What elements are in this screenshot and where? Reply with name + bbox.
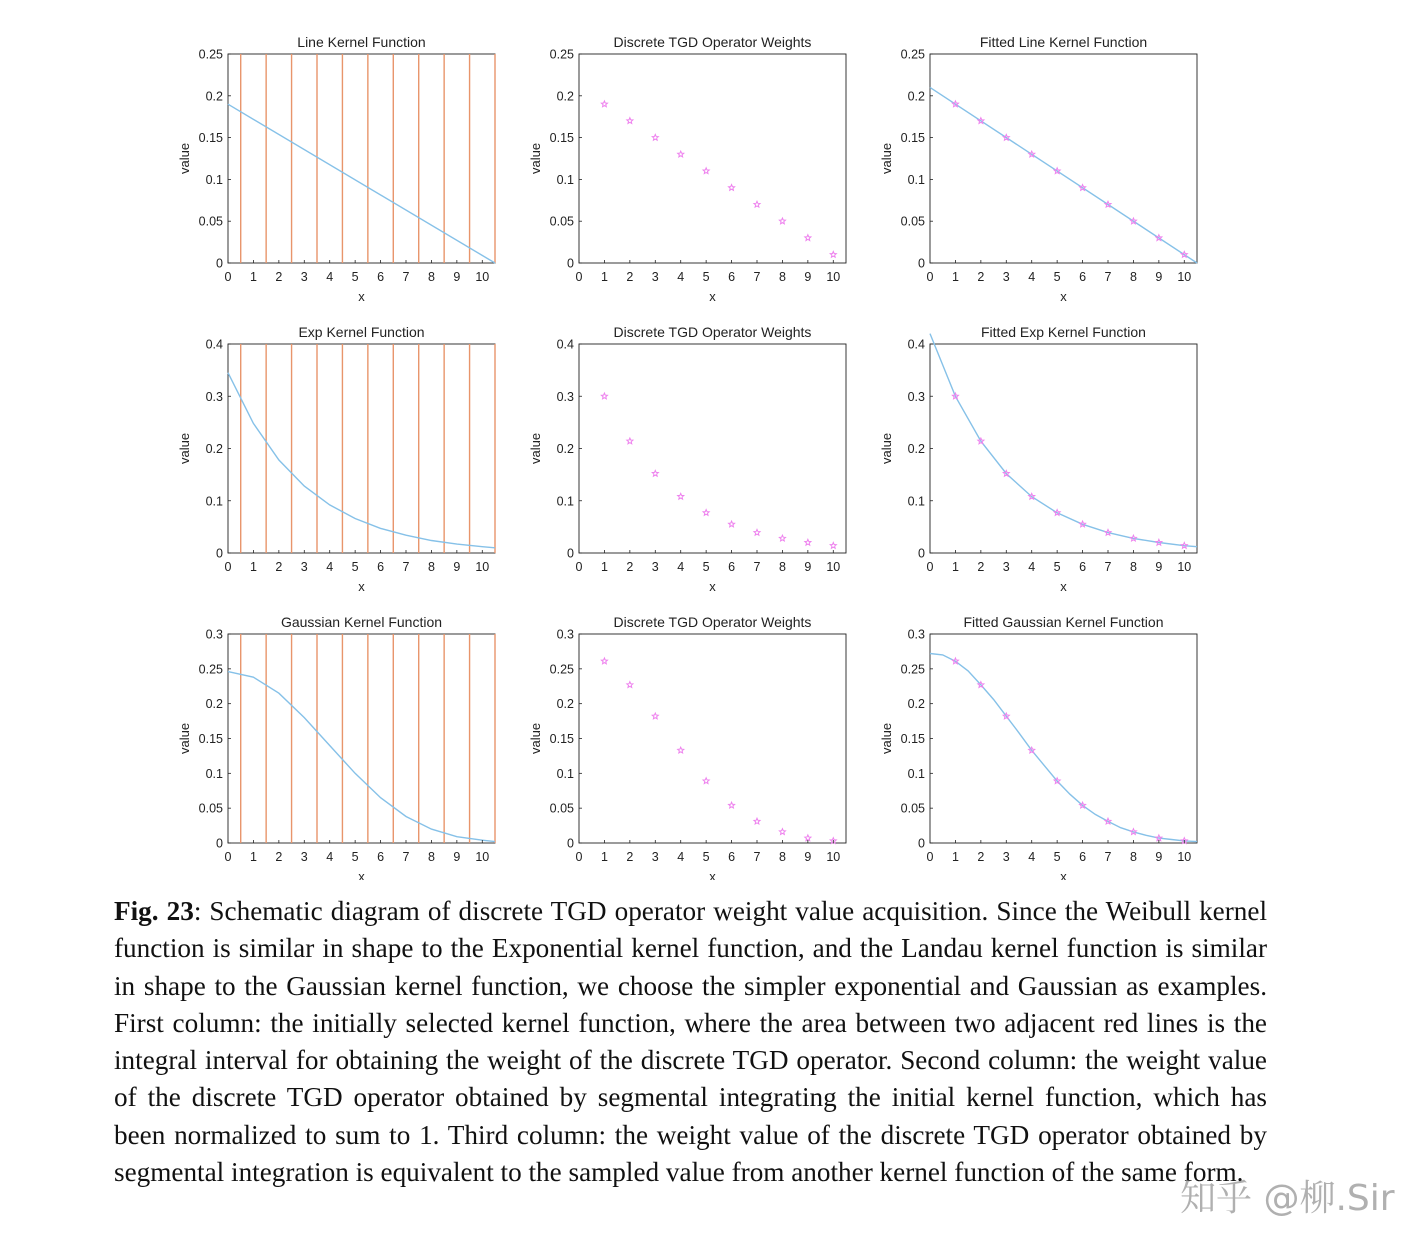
x-axis-label: x	[1060, 579, 1067, 594]
y-tick-label: 0.1	[556, 766, 574, 781]
y-tick-label: 0	[567, 546, 574, 561]
x-tick-label: 4	[326, 270, 334, 284]
y-tick-label: 0.1	[556, 172, 574, 187]
x-tick-label: 4	[1028, 560, 1036, 574]
x-tick-label: 4	[1028, 270, 1036, 284]
y-tick-label: 0.25	[900, 662, 925, 677]
y-tick-label: 0.2	[907, 89, 925, 104]
y-tick-label: 0.25	[198, 662, 223, 677]
x-axis-label: x	[1060, 869, 1067, 880]
x-tick-label: 6	[1079, 560, 1087, 574]
x-tick-label: 5	[1053, 270, 1061, 284]
y-tick-label: 0.2	[907, 442, 925, 456]
subplot-title: Exp Kernel Function	[298, 324, 425, 340]
x-tick-label: 6	[728, 270, 736, 284]
subplot-9	[879, 614, 1197, 880]
x-tick-label: 8	[778, 850, 786, 864]
y-axis-label: value	[528, 432, 543, 465]
x-tick-label: 1	[951, 850, 959, 864]
x-tick-label: 0	[575, 560, 583, 574]
subplot-title: Discrete TGD Operator Weights	[613, 614, 812, 630]
y-tick-label: 0.3	[907, 389, 925, 404]
plot-frame	[579, 634, 846, 843]
x-tick-label: 8	[427, 270, 435, 284]
x-tick-label: 0	[224, 560, 232, 574]
x-tick-label: 2	[275, 850, 283, 864]
x-tick-label: 7	[1104, 270, 1112, 284]
x-tick-label: 3	[651, 560, 659, 574]
x-tick-label: 8	[778, 270, 786, 284]
x-tick-label: 10	[1177, 270, 1192, 284]
x-tick-label: 9	[804, 850, 812, 864]
x-tick-label: 0	[224, 850, 232, 864]
x-tick-label: 10	[1177, 560, 1192, 574]
subplot-title: Fitted Gaussian Kernel Function	[963, 614, 1164, 630]
x-tick-label: 3	[651, 850, 659, 864]
x-tick-label: 9	[1155, 560, 1163, 574]
x-tick-label: 8	[1129, 850, 1137, 864]
subplot-5	[528, 324, 846, 594]
x-axis-label: x	[358, 289, 365, 304]
x-tick-label: 9	[453, 850, 461, 864]
caption-text: : Schematic diagram of discrete TGD operator weight value acquisition. Since the Weibull kernel function is similar in shape to the Exponential kernel function, and the Landau kernel function is similar in shape to the Gaussian kernel function, we choose the simpler exponential and Gaussian as examples. First column: the initially selected kernel function, where the area between two adjacent red lines is the integral interval for obtaining the weight of the discrete TGD operator. Second column: the weight value of the discrete TGD operator obtained by segmental integrating the initial kernel function, which has been normalized to sum to 1. Third column: the weight value of the discrete TGD operator obtained by segmental integration is equivalent to the sampled value from another kernel function of the same form.	[114, 896, 1268, 1188]
y-tick-label: 0.05	[900, 801, 925, 816]
y-tick-label: 0.1	[205, 766, 223, 781]
y-tick-label: 0	[216, 836, 223, 851]
x-tick-label: 6	[1079, 850, 1087, 864]
x-tick-label: 4	[677, 850, 685, 864]
x-axis-label: x	[709, 869, 716, 880]
y-tick-label: 0.1	[205, 494, 223, 509]
y-tick-label: 0.25	[198, 47, 223, 62]
subplot-7	[177, 614, 495, 880]
y-tick-label: 0.1	[907, 766, 925, 781]
plot-frame	[228, 634, 495, 843]
x-tick-label: 1	[600, 270, 608, 284]
y-tick-label: 0.4	[205, 337, 223, 352]
x-tick-label: 7	[753, 850, 761, 864]
y-tick-label: 0.3	[556, 627, 574, 642]
x-tick-label: 1	[249, 560, 257, 574]
subplot-title: Fitted Line Kernel Function	[979, 34, 1148, 50]
y-tick-label: 0.4	[556, 337, 574, 352]
y-tick-label: 0.2	[205, 89, 223, 104]
y-tick-label: 0	[567, 256, 574, 271]
x-tick-label: 3	[651, 270, 659, 284]
x-tick-label: 2	[977, 850, 985, 864]
x-tick-label: 8	[427, 850, 435, 864]
x-tick-label: 9	[804, 270, 812, 284]
x-tick-label: 3	[300, 270, 308, 284]
y-tick-label: 0.15	[900, 131, 925, 146]
y-tick-label: 0.15	[900, 732, 925, 746]
x-tick-label: 1	[951, 270, 959, 284]
x-tick-label: 5	[702, 270, 710, 284]
x-tick-label: 8	[1129, 560, 1137, 574]
subplot-8	[528, 614, 846, 880]
y-tick-label: 0.3	[556, 389, 574, 404]
subplot-2	[528, 34, 846, 304]
caption-label: Fig. 23	[114, 896, 194, 926]
plot-frame	[579, 54, 846, 263]
x-tick-label: 3	[300, 560, 308, 574]
y-tick-label: 0	[216, 256, 223, 271]
y-tick-label: 0.2	[205, 442, 223, 456]
x-tick-label: 7	[753, 560, 761, 574]
plot-frame	[930, 54, 1197, 263]
x-tick-label: 0	[926, 560, 934, 574]
x-tick-label: 5	[351, 560, 359, 574]
x-tick-label: 9	[804, 560, 812, 574]
subplot-6	[879, 324, 1197, 594]
y-tick-label: 0.3	[205, 389, 223, 404]
x-tick-label: 5	[351, 850, 359, 864]
x-tick-label: 10	[826, 560, 841, 574]
x-tick-label: 10	[1177, 850, 1192, 864]
y-tick-label: 0.15	[549, 131, 574, 146]
subplot-4	[177, 324, 495, 594]
x-tick-label: 10	[826, 270, 841, 284]
x-tick-label: 0	[926, 850, 934, 864]
x-tick-label: 9	[1155, 850, 1163, 864]
y-tick-label: 0	[918, 256, 925, 271]
x-tick-label: 6	[377, 270, 385, 284]
subplot-1	[177, 34, 495, 304]
y-tick-label: 0.1	[907, 494, 925, 509]
x-tick-label: 4	[326, 560, 334, 574]
x-tick-label: 6	[1079, 270, 1087, 284]
subplot-title: Fitted Exp Kernel Function	[981, 324, 1146, 340]
x-tick-label: 2	[626, 270, 634, 284]
x-tick-label: 2	[977, 270, 985, 284]
x-tick-label: 4	[677, 560, 685, 574]
x-tick-label: 10	[475, 560, 490, 574]
x-tick-label: 7	[402, 270, 410, 284]
y-tick-label: 0.25	[549, 662, 574, 677]
y-tick-label: 0.2	[205, 697, 223, 712]
subplot-3	[879, 34, 1197, 304]
y-tick-label: 0.15	[198, 732, 223, 746]
x-tick-label: 10	[826, 850, 841, 864]
y-axis-label: value	[879, 142, 894, 175]
x-tick-label: 2	[275, 270, 283, 284]
y-tick-label: 0.2	[556, 89, 574, 104]
x-tick-label: 3	[1002, 560, 1010, 574]
y-axis-label: value	[879, 722, 894, 755]
x-axis-label: x	[1060, 289, 1067, 304]
x-tick-label: 2	[275, 560, 283, 574]
y-tick-label: 0.05	[198, 214, 223, 229]
x-tick-label: 2	[977, 560, 985, 574]
x-tick-label: 9	[453, 270, 461, 284]
plot-frame	[930, 634, 1197, 843]
y-tick-label: 0	[567, 836, 574, 851]
x-tick-label: 7	[753, 270, 761, 284]
y-tick-label: 0.15	[198, 131, 223, 146]
x-tick-label: 8	[778, 560, 786, 574]
x-tick-label: 7	[402, 560, 410, 574]
x-tick-label: 0	[575, 270, 583, 284]
x-tick-label: 3	[300, 850, 308, 864]
x-tick-label: 6	[728, 560, 736, 574]
x-tick-label: 9	[453, 560, 461, 574]
x-axis-label: x	[709, 579, 716, 594]
x-tick-label: 0	[575, 850, 583, 864]
x-tick-label: 5	[351, 270, 359, 284]
y-tick-label: 0.15	[549, 732, 574, 746]
x-tick-label: 5	[702, 850, 710, 864]
x-tick-label: 4	[677, 270, 685, 284]
x-tick-label: 3	[1002, 270, 1010, 284]
x-tick-label: 0	[926, 270, 934, 284]
x-tick-label: 3	[1002, 850, 1010, 864]
subplot-title: Discrete TGD Operator Weights	[613, 324, 812, 340]
x-tick-label: 1	[951, 560, 959, 574]
x-tick-label: 2	[626, 560, 634, 574]
x-tick-label: 5	[1053, 850, 1061, 864]
x-tick-label: 4	[1028, 850, 1036, 864]
y-tick-label: 0.3	[907, 627, 925, 642]
y-tick-label: 0.2	[907, 697, 925, 712]
x-tick-label: 8	[1129, 270, 1137, 284]
y-axis-label: value	[177, 722, 192, 755]
plot-frame	[228, 54, 495, 263]
x-tick-label: 1	[600, 560, 608, 574]
y-tick-label: 0.25	[549, 47, 574, 62]
figure-caption	[114, 893, 1267, 1191]
x-tick-label: 0	[224, 270, 232, 284]
y-axis-label: value	[528, 722, 543, 755]
x-tick-label: 10	[475, 270, 490, 284]
subplot-title: Line Kernel Function	[297, 34, 426, 50]
y-tick-label: 0.1	[205, 172, 223, 187]
x-tick-label: 1	[249, 850, 257, 864]
x-tick-label: 6	[377, 560, 385, 574]
x-tick-label: 2	[626, 850, 634, 864]
y-axis-label: value	[177, 432, 192, 465]
watermark-text: 知乎 @柳.Sir	[1180, 1178, 1395, 1219]
y-axis-label: value	[879, 432, 894, 465]
y-tick-label: 0.2	[556, 442, 574, 456]
y-axis-label: value	[528, 142, 543, 175]
y-tick-label: 0.2	[556, 697, 574, 712]
plot-frame	[579, 344, 846, 553]
y-tick-label: 0	[216, 546, 223, 561]
subplot-title: Gaussian Kernel Function	[280, 614, 443, 630]
y-tick-label: 0.4	[907, 337, 925, 352]
x-tick-label: 1	[600, 850, 608, 864]
x-tick-label: 8	[427, 560, 435, 574]
y-tick-label: 0.25	[900, 47, 925, 62]
y-tick-label: 0.05	[900, 214, 925, 229]
x-tick-label: 9	[1155, 270, 1163, 284]
y-tick-label: 0	[918, 546, 925, 561]
y-tick-label: 0	[918, 836, 925, 851]
x-tick-label: 7	[1104, 560, 1112, 574]
x-tick-label: 1	[249, 270, 257, 284]
y-tick-label: 0.05	[549, 801, 574, 816]
subplot-title: Discrete TGD Operator Weights	[613, 34, 812, 50]
x-tick-label: 6	[377, 850, 385, 864]
y-tick-label: 0.05	[198, 801, 223, 816]
x-tick-label: 4	[326, 850, 334, 864]
x-tick-label: 10	[475, 850, 490, 864]
x-tick-label: 5	[1053, 560, 1061, 574]
y-tick-label: 0.1	[556, 494, 574, 509]
x-tick-label: 7	[1104, 850, 1112, 864]
x-tick-label: 7	[402, 850, 410, 864]
y-axis-label: value	[177, 142, 192, 175]
x-tick-label: 5	[702, 560, 710, 574]
x-axis-label: x	[709, 289, 716, 304]
x-tick-label: 6	[728, 850, 736, 864]
y-tick-label: 0.1	[907, 172, 925, 187]
x-axis-label: x	[358, 579, 365, 594]
x-axis-label: x	[358, 869, 365, 880]
y-tick-label: 0.3	[205, 627, 223, 642]
y-tick-label: 0.05	[549, 214, 574, 229]
plot-frame	[930, 344, 1197, 553]
